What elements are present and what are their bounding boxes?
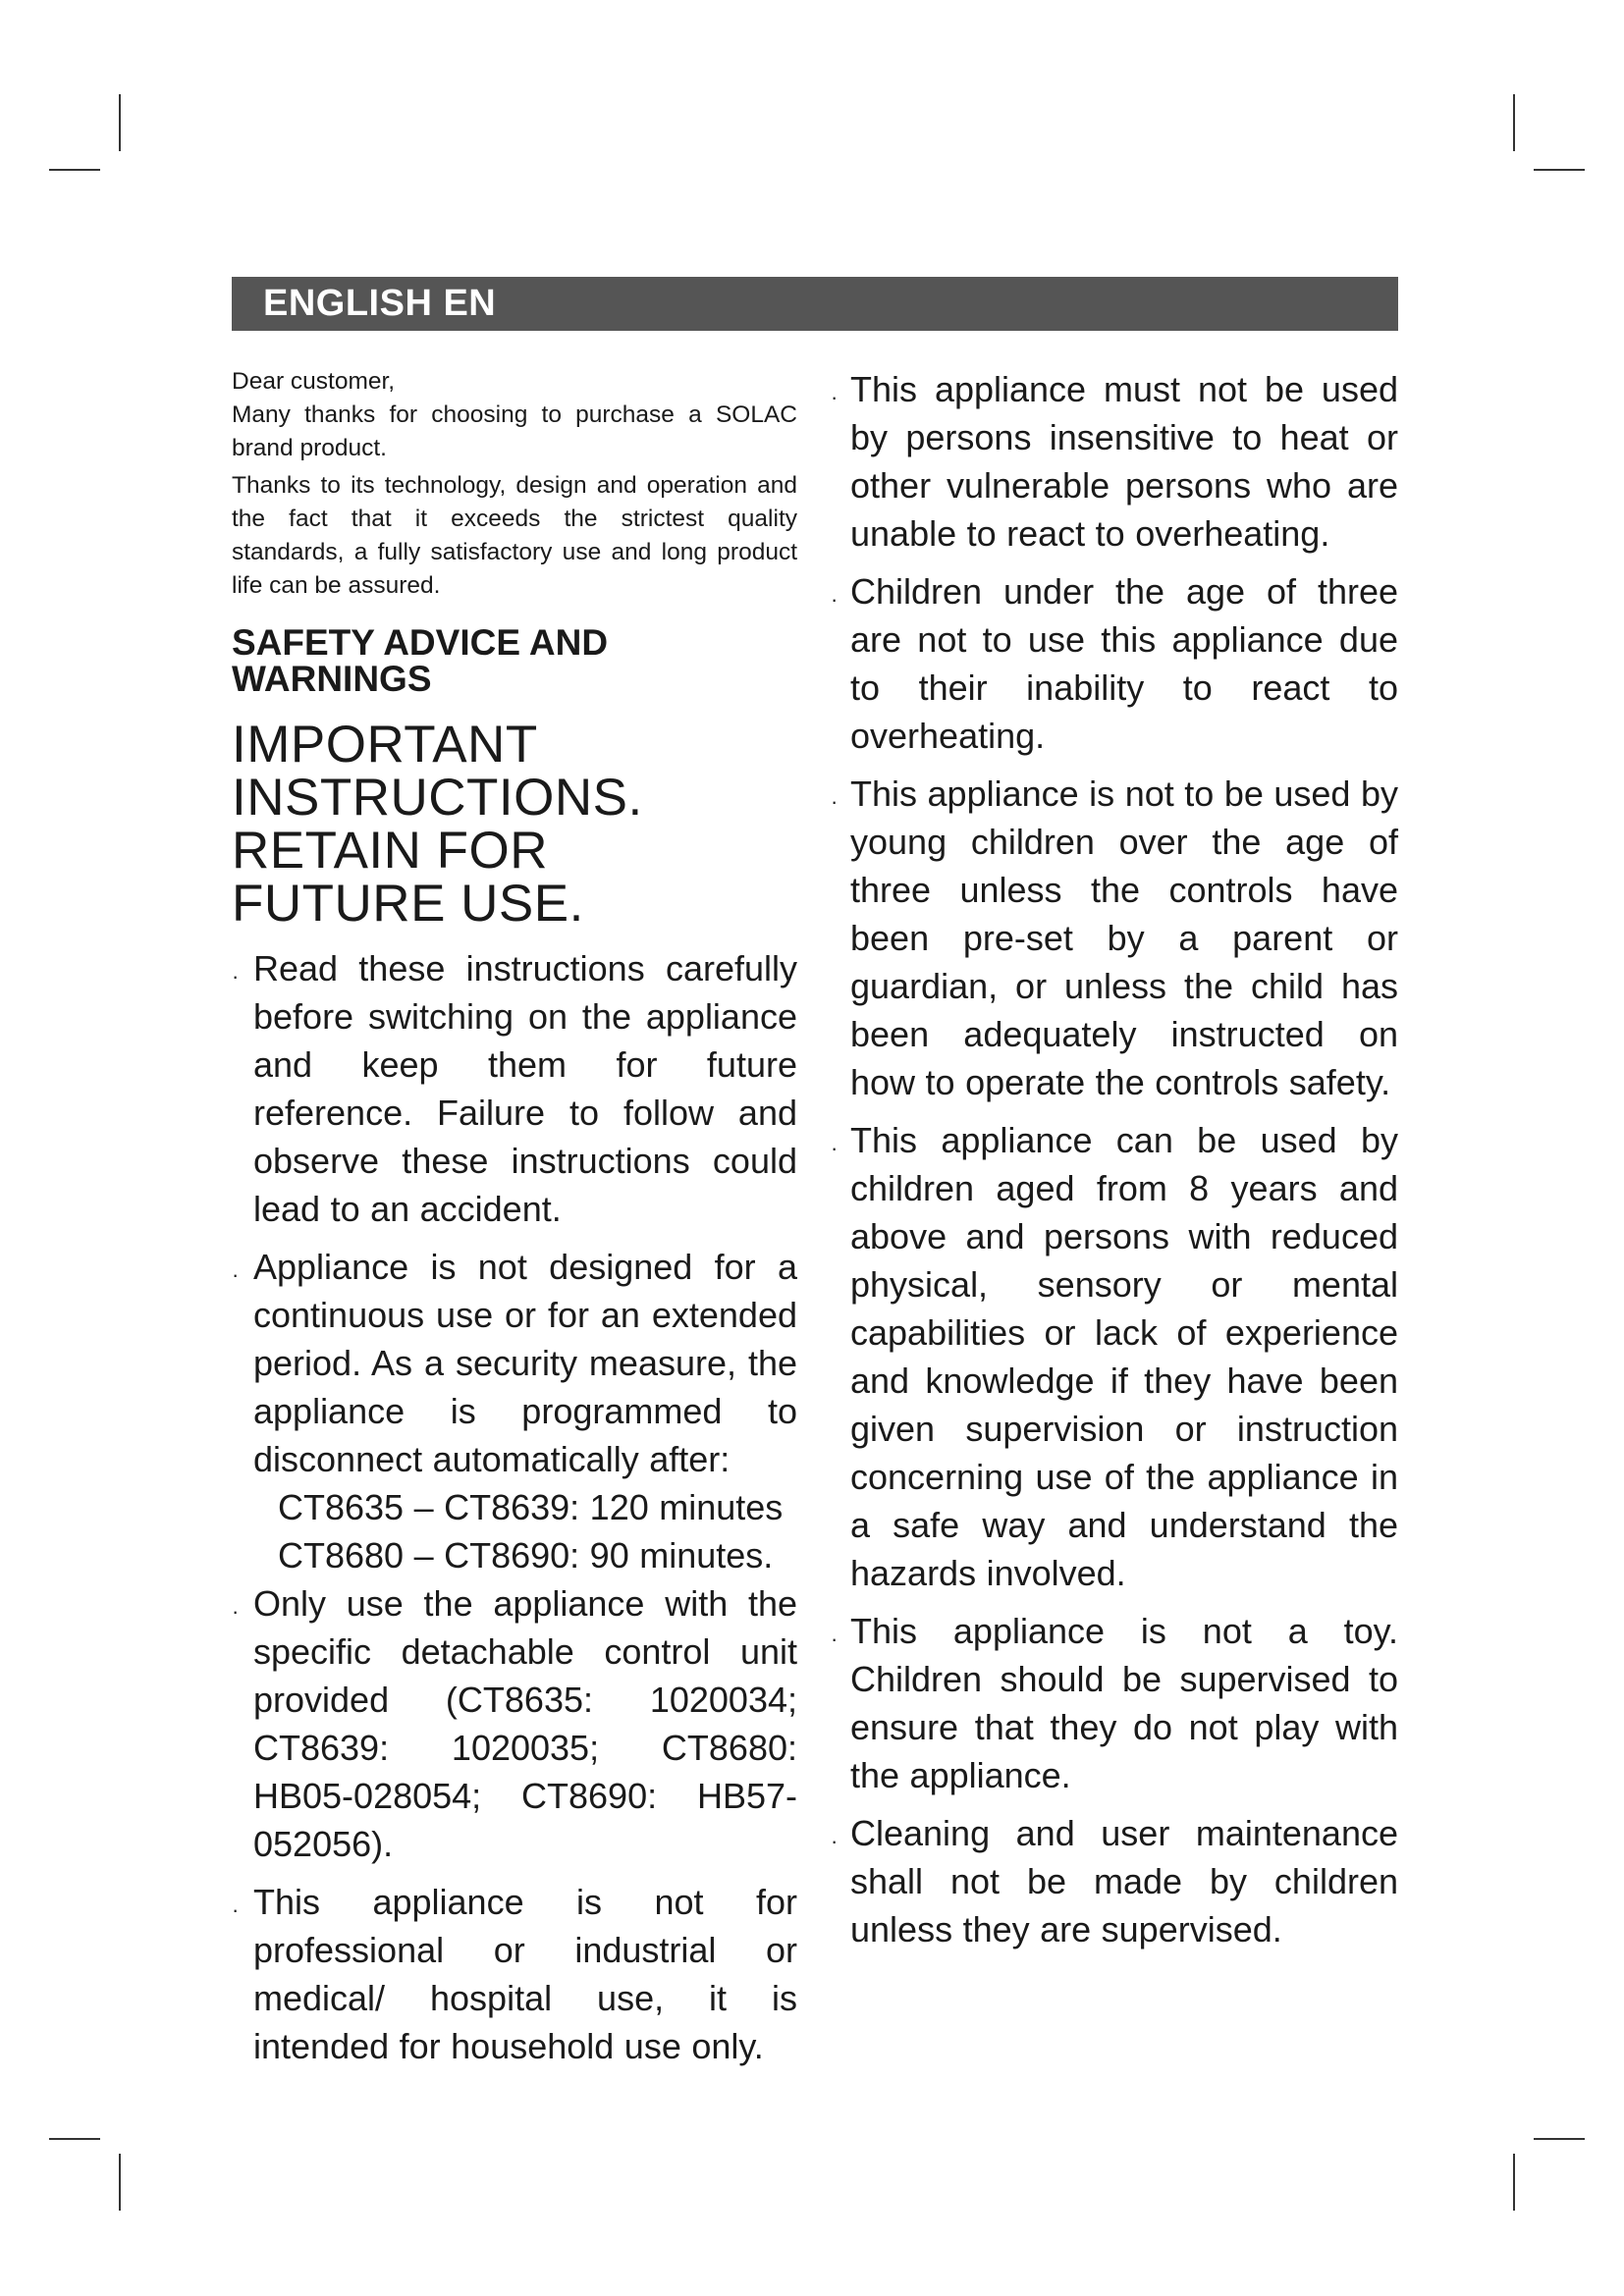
right-bullet-list (831, 365, 1398, 1953)
crop-mark-top-left-vertical (119, 94, 121, 151)
important-notice (232, 716, 797, 933)
bullet-dot: · (831, 587, 839, 612)
bullet-dot: · (232, 1599, 240, 1624)
thanks-text: Many thanks for choosing to purchase a SOLAC brand product. (232, 401, 797, 461)
list-item (232, 1579, 797, 1868)
list-item (831, 1607, 1398, 1799)
crop-mark-bottom-left-vertical (119, 2154, 121, 2211)
bullet-text-not-toy: This appliance is not a toy. Children should be supervised to ensure that they do not play with the appliance. (850, 1611, 1398, 1795)
list-item (232, 1878, 797, 2070)
bullet-dot: · (232, 1262, 240, 1287)
crop-mark-top-right-horizontal (1534, 169, 1585, 171)
bullet-dot: · (232, 964, 240, 988)
crop-mark-top-left-horizontal (49, 169, 100, 171)
important-line-4: FUTURE USE. (232, 875, 584, 933)
intro-text (232, 365, 797, 603)
bullet-dot: · (831, 1829, 839, 1853)
bullet-text-control-unit: Only use the appliance with the specific detachable control unit provided (CT8635: 1020034; CT8639: 1020035; CT8680: HB05-028054; CT8690: HB57-052056). (253, 1583, 797, 1864)
left-bullet-list (232, 944, 797, 2070)
bullet-text-young-children: This appliance is not to be used by young children over the age of three unless the controls have been pre-set by a parent or guardian, or unless the child has been adequately instructed on how to operate the controls safety. (850, 774, 1398, 1102)
model-timer-line-1: CT8635 – CT8639: 120 minutes (278, 1487, 784, 1527)
bullet-text-read-instructions: Read these instructions carefully before switching on the appliance and keep them for future reference. Failure to follow and observe these instructions could lead to an accident. (253, 948, 797, 1229)
model-timer-line-2: CT8680 – CT8690: 90 minutes. (278, 1535, 774, 1575)
crop-mark-bottom-right-vertical (1513, 2154, 1515, 2211)
bullet-dot: · (831, 1136, 839, 1160)
greeting: Dear customer, (232, 368, 396, 395)
bullet-text-household-use: This appliance is not for professional or industrial or medical/ hospital use, it is intended for household use only. (253, 1882, 797, 2066)
list-item (232, 1243, 797, 1579)
important-line-1: IMPORTANT (232, 716, 538, 774)
bullet-text-insensitive-persons: This appliance must not be used by persons insensitive to heat or other vulnerable persons who are unable to react to overheating. (850, 369, 1398, 554)
list-item (831, 1809, 1398, 1953)
language-header: ENGLISH EN (232, 277, 1398, 331)
left-column (232, 365, 797, 2070)
bullet-text-continuous-use: Appliance is not designed for a continuous use or for an extended period. As a security measure, the appliance is programmed to disconnect automatically after: (253, 1247, 797, 1479)
list-item (831, 365, 1398, 558)
bullet-dot: · (831, 1627, 839, 1651)
list-item (831, 1116, 1398, 1597)
crop-mark-bottom-right-horizontal (1534, 2138, 1585, 2140)
bullet-dot: · (232, 1897, 240, 1922)
bullet-text-cleaning: Cleaning and user maintenance shall not be made by children unless they are supervised. (850, 1813, 1398, 1949)
list-item (831, 770, 1398, 1106)
bullet-text-under-three: Children under the age of three are not to use this appliance due to their inability to react to overheating. (850, 571, 1398, 756)
list-item (232, 944, 797, 1233)
section-title: SAFETY ADVICE AND WARNINGS (232, 622, 609, 699)
crop-mark-bottom-left-horizontal (49, 2138, 100, 2140)
important-line-2: INSTRUCTIONS. (232, 769, 643, 827)
list-item (831, 567, 1398, 760)
important-line-3: RETAIN FOR (232, 822, 549, 880)
bullet-dot: · (831, 385, 839, 409)
right-column (831, 365, 1398, 1953)
intro-body: Thanks to its technology, design and operation and the fact that it exceeds the strictest quality standards, a fully satisfactory use and long product life can be assured. (232, 472, 797, 599)
bullet-text-aged-eight: This appliance can be used by children aged from 8 years and above and persons with reduced physical, sensory or mental capabilities or lack of experience and knowledge if they have been given supervision or instruction concerning use of the appliance in a safe way and understand the hazards involved. (850, 1120, 1398, 1593)
crop-mark-top-right-vertical (1513, 94, 1515, 151)
bullet-dot: · (831, 789, 839, 814)
